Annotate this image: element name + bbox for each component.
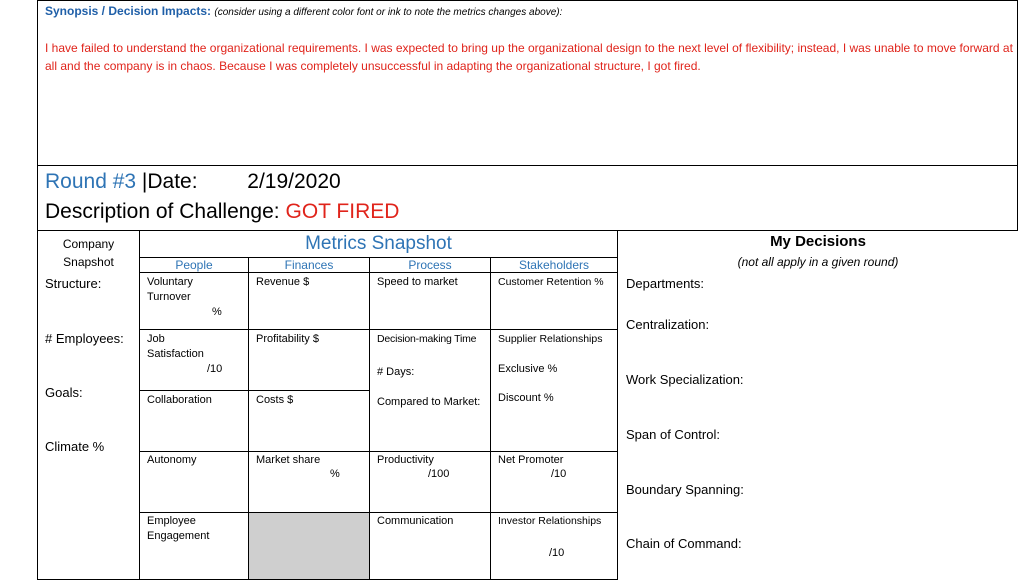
challenge-label: Description of Challenge: [45,200,280,223]
productivity-unit: /100 [428,468,450,480]
challenge-value: GOT FIRED [285,200,400,223]
col-process: Process [408,258,452,272]
company-header-line1: Company [62,237,115,251]
col-line-3 [369,258,370,580]
synopsis-divider [37,165,1018,166]
col-line-4 [490,258,491,580]
decision-making-time: Decision-making Time [377,333,477,345]
job-satisfaction: Job Satisfaction [147,333,204,360]
decision-departments: Departments: [626,276,705,291]
net-promoter-unit: /10 [551,468,567,480]
company-goals: Goals: [45,385,83,400]
col-line-5 [617,230,618,580]
investor-relationships: Investor Relationships [498,515,602,527]
round-line [45,169,341,195]
date-label: |Date: [141,170,198,193]
autonomy: Autonomy [147,454,197,466]
col-finances: Finances [284,258,334,272]
round-date: 2/19/2020 [247,170,341,193]
company-snapshot-header [40,235,137,271]
col-stakeholders: Stakeholders [518,258,590,272]
revenue: Revenue $ [256,276,310,288]
customer-retention: Customer Retention % [498,276,604,288]
communication: Communication [377,515,454,527]
company-header-line2: Snapshot [63,255,114,269]
frame-left [37,0,38,580]
voluntary-turnover: Voluntary Turnover [147,276,193,303]
investor-unit: /10 [549,547,565,559]
voluntary-unit: % [212,306,222,318]
costs: Costs $ [256,394,294,406]
row-line-1 [139,272,618,273]
table-top [37,230,1018,231]
speed-to-market: Speed to market [377,276,458,288]
discount-pct: Discount % [498,392,554,404]
frame-right [1017,0,1018,231]
frame-top [37,0,1018,1]
company-employees: # Employees: [45,331,124,346]
decisions-subtitle: (not all apply in a given round) [737,255,899,269]
row-line-4 [139,451,618,452]
decisions-title: My Decisions [770,233,866,250]
round-label: Round #3 [45,170,137,193]
supplier-relationships: Supplier Relationships [498,333,603,345]
decision-chain-of-command: Chain of Command: [626,536,742,551]
compared-to-market: Compared to Market: [377,396,481,408]
employee-engagement: Employee Engagement [147,515,210,542]
decision-span-of-control: Span of Control: [626,427,720,442]
synopsis-title: Synopsis / Decision Impacts: [45,4,212,18]
col-people: People [175,258,213,272]
exclusive-pct: Exclusive % [498,363,558,375]
days-label: # Days: [377,366,415,378]
frame-bottom [37,579,618,580]
challenge-line [45,199,399,225]
col-line-1 [139,230,140,580]
market-share: Market share [256,454,321,466]
row-line-5 [139,512,618,513]
company-structure: Structure: [45,276,102,291]
company-climate: Climate % [45,439,105,454]
metrics-title: Metrics Snapshot [305,233,452,254]
net-promoter: Net Promoter [498,454,564,466]
decision-work-specialization: Work Specialization: [626,372,744,387]
productivity: Productivity [377,454,434,466]
job-unit: /10 [207,363,223,375]
decision-boundary-spanning: Boundary Spanning: [626,482,744,497]
collaboration: Collaboration [147,394,212,406]
synopsis-header [45,4,562,18]
empty-finance-cell [249,513,369,579]
decision-centralization: Centralization: [626,317,710,332]
synopsis-text: I have failed to understand the organizational requirements. I was expected to bring up the organizational design to the next level of flexibility; instead, I was unable to move forward at all and the company is in chaos. Because I was completely unsuccessful in adapting the organizational structure, I got fired. [45,41,1013,73]
synopsis-hint: (consider using a different color font or ink to note the metrics changes above): [214,7,563,18]
market-share-unit: % [330,468,340,480]
profitability: Profitability $ [256,333,319,345]
row-line-2 [139,329,618,330]
row-line-3a [139,390,369,391]
